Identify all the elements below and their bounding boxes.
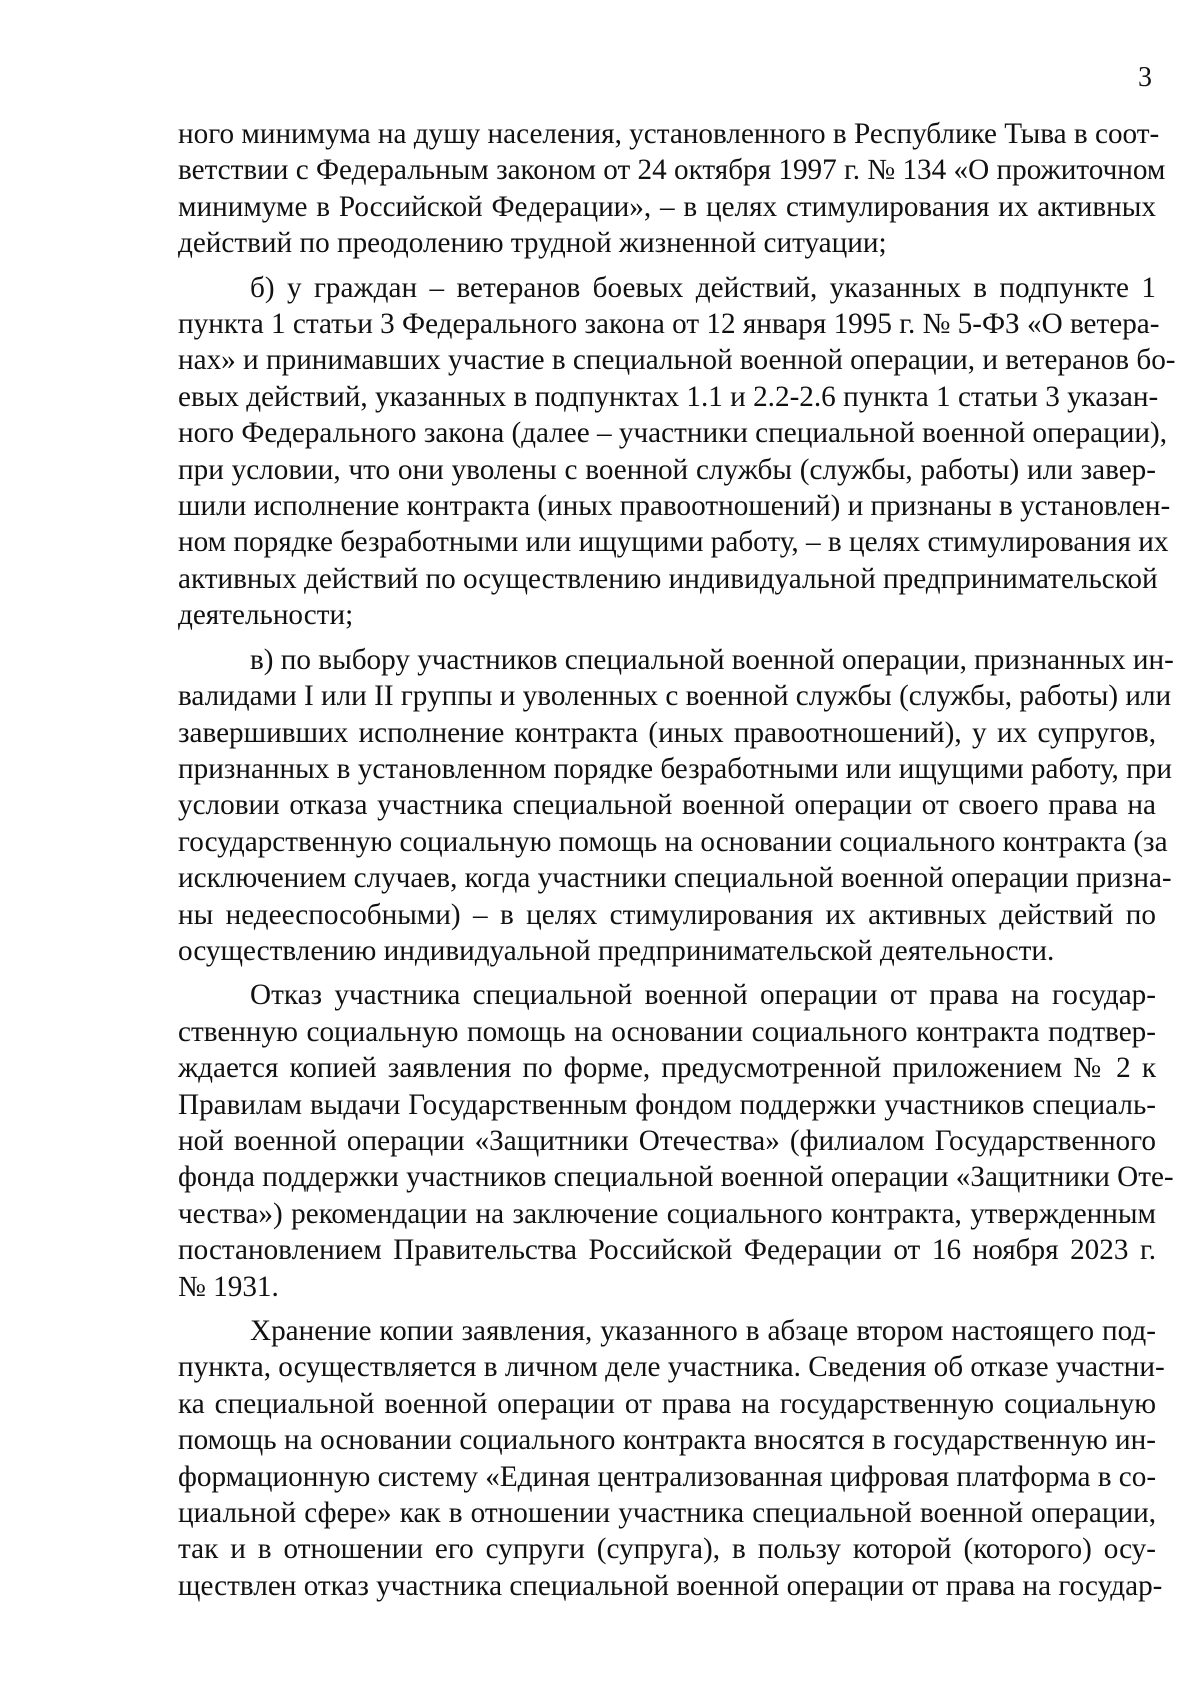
text-line: ны недееспособными) – в целях стимулирования их активных действий по	[178, 898, 1156, 931]
text-line: шили исполнение контракта (иных правоотношений) и признаны в установлен-	[178, 490, 1171, 523]
text-line: ка специальной военной операции от права на государственную социальную	[178, 1387, 1156, 1420]
text-line: валидами I или II группы и уволенных с военной службы (службы, работы) или	[178, 680, 1172, 713]
text-line: так и в отношении его супруги (супруга), в пользу которой (которого) осу-	[178, 1533, 1156, 1566]
text-line: минимуме в Российской Федерации», – в целях стимулирования их активных	[178, 190, 1156, 223]
text-line: активных действий по осуществлению индивидуальной предпринимательской	[178, 562, 1158, 595]
text-line: осуществлению индивидуальной предпринимательской деятельности.	[178, 934, 1055, 967]
text-line: условии отказа участника специальной военной операции от своего права на	[178, 789, 1156, 822]
text-line: помощь на основании социального контракта вносятся в государственную ин-	[178, 1424, 1156, 1457]
text-line: фонда поддержки участников специальной военной операции «Защитники Оте-	[178, 1161, 1174, 1194]
text-line: государственную социальную помощь на основании социального контракта (за	[178, 825, 1168, 858]
text-line: ждается копией заявления по форме, предусмотренной приложением № 2 к	[178, 1052, 1156, 1085]
text-line: ного Федерального закона (далее – участники специальной военной операции),	[178, 417, 1167, 450]
text-line: чества») рекомендации на заключение социального контракта, утвержденным	[178, 1197, 1156, 1230]
text-line: признанных в установленном порядке безработными или ищущими работу, при	[178, 752, 1172, 785]
text-line: циальной сфере» как в отношении участника специальной военной операции,	[178, 1497, 1156, 1530]
paragraph-subitem-v	[178, 642, 1174, 970]
text-line: евых действий, указанных в подпунктах 1.1 и 2.2-2.6 пункта 1 статьи 3 указан-	[178, 380, 1159, 413]
paragraph-subitem-b	[178, 270, 1176, 634]
paragraph-storage	[178, 1313, 1165, 1604]
text-line: в) по выбору участников специальной военной операции, признанных ин-	[250, 643, 1174, 676]
text-line: Правилам выдачи Государственным фондом поддержки участников специаль-	[178, 1088, 1156, 1121]
text-line: № 1931.	[178, 1270, 279, 1303]
text-line: завершивших исполнение контракта (иных правоотношений), у их супругов,	[178, 716, 1156, 749]
text-line: действий по преодолению трудной жизненной ситуации;	[178, 227, 887, 260]
text-line: формационную систему «Единая централизованная цифровая платформа в со-	[178, 1460, 1157, 1493]
paragraph-refusal	[178, 977, 1174, 1305]
text-line: нах» и принимавших участие в специальной военной операции, и ветеранов бо-	[178, 344, 1176, 377]
page-number: 3	[1138, 62, 1152, 93]
text-line: исключением случаев, когда участники специальной военной операции призна-	[178, 862, 1172, 895]
text-line: ственную социальную помощь на основании социального контракта подтвер-	[178, 1015, 1156, 1048]
text-line: Хранение копии заявления, указанного в абзаце втором настоящего под-	[250, 1315, 1156, 1347]
document-body	[178, 116, 1176, 1604]
text-line: Отказ участника специальной военной операции от права на государ-	[250, 979, 1156, 1012]
text-line: пункта 1 статьи 3 Федерального закона от 12 января 1995 г. № 5-ФЗ «О ветера-	[178, 308, 1160, 341]
text-line: постановлением Правительства Российской Федерации от 16 ноября 2023 г.	[178, 1234, 1156, 1267]
text-line: б) у граждан – ветеранов боевых действий, указанных в подпункте 1	[250, 271, 1156, 304]
text-line: деятельности;	[178, 599, 354, 632]
text-line: ществлен отказ участника специальной военной операции от права на государ-	[178, 1569, 1163, 1602]
text-line: пункта, осуществляется в личном деле участника. Сведения об отказе участни-	[178, 1351, 1165, 1384]
text-line: ного минимума на душу населения, установленного в Республике Тыва в соот-	[178, 118, 1160, 150]
text-line: ном порядке безработными или ищущими работу, – в целях стимулирования их	[178, 526, 1169, 559]
paragraph-continuation	[178, 116, 1166, 262]
text-line: при условии, что они уволены с военной службы (службы, работы) или завер-	[178, 453, 1156, 486]
text-line: ной военной операции «Защитники Отечества» (филиалом Государственного	[178, 1124, 1156, 1157]
text-line: ветствии с Федеральным законом от 24 октября 1997 г. № 134 «О прожиточном	[178, 154, 1166, 187]
